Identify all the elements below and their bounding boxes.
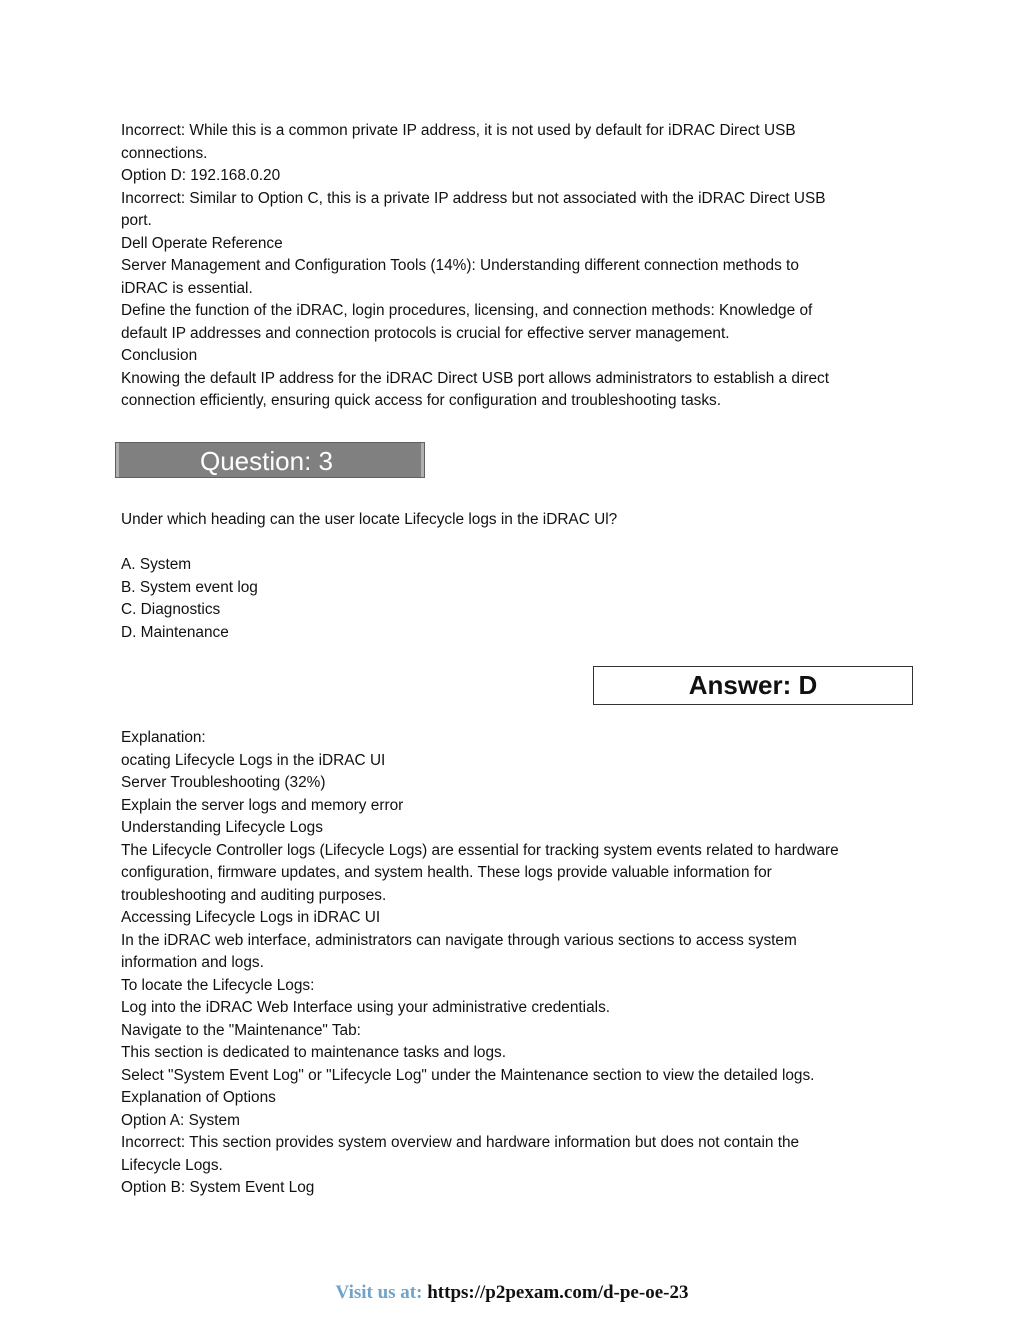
intro-line: Option D: 192.168.0.20 xyxy=(121,167,281,184)
intro-line: Knowing the default IP address for the iDRAC Direct USB port allows administrators to establish a direct xyxy=(121,369,830,387)
intro-line: Dell Operate Reference xyxy=(121,234,283,252)
explanation-line: Option A: System xyxy=(121,1111,240,1129)
question-text: Under which heading can the user locate Lifecycle logs in the iDRAC Ul? xyxy=(121,511,618,528)
explanation-text-block xyxy=(121,727,911,1200)
explanation-line: information and logs. xyxy=(121,954,264,971)
answer-option: C. Diagnostics xyxy=(121,601,221,618)
intro-text-block xyxy=(121,120,911,413)
footer-url-link[interactable]: https://p2pexam.com/d-pe-oe-23 xyxy=(427,1282,689,1303)
intro-line: Incorrect: While this is a common private IP address, it is not used by default for iDRAC Direct USB xyxy=(121,122,796,139)
explanation-line: To locate the Lifecycle Logs: xyxy=(121,976,315,994)
question-banner-label: Question: 3 xyxy=(200,446,333,476)
explanation-line: Option B: System Event Log xyxy=(121,1179,315,1196)
answer-label: Answer: D xyxy=(688,670,818,700)
intro-line: Server Management and Configuration Tools (14%): Understanding different connection methods to xyxy=(121,257,799,274)
explanation-line: Explanation: xyxy=(121,729,206,746)
explanation-line: In the iDRAC web interface, administrators can navigate through various sections to access system xyxy=(121,931,797,949)
explanation-line: Explain the server logs and memory error xyxy=(121,796,404,814)
explanation-line: configuration, firmware updates, and system health. These logs provide valuable information for xyxy=(121,864,772,881)
explanation-line: Incorrect: This section provides system overview and hardware information but does not contain the xyxy=(121,1134,800,1151)
intro-line: connection efficiently, ensuring quick access for configuration and troubleshooting tasks. xyxy=(121,392,722,409)
explanation-line: troubleshooting and auditing purposes. xyxy=(121,886,387,904)
explanation-line: Accessing Lifecycle Logs in iDRAC UI xyxy=(121,909,381,926)
explanation-line: This section is dedicated to maintenance tasks and logs. xyxy=(121,1044,506,1061)
answer-option: D. Maintenance xyxy=(121,623,229,641)
intro-line: Conclusion xyxy=(121,347,198,364)
explanation-line: Navigate to the "Maintenance" Tab: xyxy=(121,1021,361,1039)
explanation-line: Server Troubleshooting (32%) xyxy=(121,774,326,791)
explanation-line: Understanding Lifecycle Logs xyxy=(121,819,323,836)
explanation-line: Lifecycle Logs. xyxy=(121,1156,223,1174)
answer-option: A. System xyxy=(121,556,192,573)
intro-line: connections. xyxy=(121,144,208,162)
footer xyxy=(0,1280,1024,1306)
intro-line: port. xyxy=(121,212,152,229)
answer-options-list xyxy=(121,554,911,644)
explanation-line: ocating Lifecycle Logs in the iDRAC UI xyxy=(121,751,386,769)
explanation-line: The Lifecycle Controller logs (Lifecycle Logs) are essential for tracking system events related to hardware xyxy=(121,841,839,859)
intro-line: Define the function of the iDRAC, login procedures, licensing, and connection methods: Knowledge of xyxy=(121,302,813,319)
answer-option: B. System event log xyxy=(121,578,258,596)
explanation-line: Select "System Event Log" or "Lifecycle Log" under the Maintenance section to view the detailed logs. xyxy=(121,1066,815,1084)
explanation-line: Explanation of Options xyxy=(121,1089,276,1106)
question-banner xyxy=(115,442,425,478)
answer-box xyxy=(593,666,913,705)
intro-line: Incorrect: Similar to Option C, this is a private IP address but not associated with the iDRAC Direct USB xyxy=(121,189,826,207)
intro-line: default IP addresses and connection protocols is crucial for effective server management. xyxy=(121,324,730,342)
footer-visit-label: Visit us at: xyxy=(335,1282,423,1303)
question-text-block xyxy=(121,509,911,532)
explanation-line: Log into the iDRAC Web Interface using your administrative credentials. xyxy=(121,999,611,1016)
intro-line: iDRAC is essential. xyxy=(121,279,253,297)
